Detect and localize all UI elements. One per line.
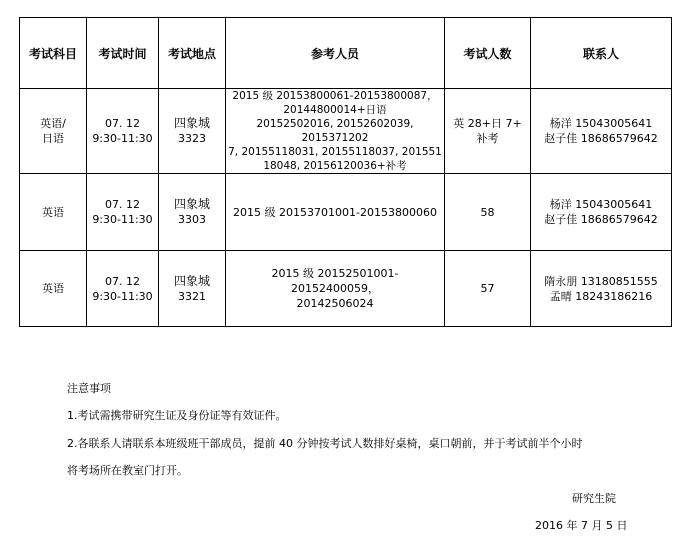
people-line: 2015 级 20153800061-20153800087， <box>232 90 438 102</box>
header-time: 考试时间 <box>87 18 159 89</box>
contact-line: 孟晴 18243186216 <box>549 289 653 303</box>
count-line: 58 <box>480 205 495 219</box>
people-line: 20142506024 <box>296 297 374 310</box>
place-building: 四象城 <box>173 116 210 130</box>
cell-subject <box>20 174 87 251</box>
time-date: 07. 12 <box>105 198 140 211</box>
cell-time <box>87 89 159 174</box>
cell-time <box>87 251 159 327</box>
contact-line: 杨洋 15043005641 <box>549 198 653 211</box>
place-building: 四象城 <box>173 273 210 288</box>
header-people: 参考人员 <box>226 18 445 89</box>
people-line: 2015 级 20152501001-20152400059， <box>271 267 399 295</box>
cell-subject <box>20 251 87 327</box>
table-row <box>20 89 672 174</box>
header-place: 考试地点 <box>159 18 226 89</box>
cell-place <box>159 89 226 174</box>
time-date: 07. 12 <box>105 274 140 288</box>
subject-line: 英语/ <box>40 117 66 130</box>
cell-place <box>159 174 226 251</box>
people-line: 18048, 20156120036+补考 <box>263 160 407 172</box>
table-header-row <box>20 18 672 89</box>
cell-contacts <box>531 89 672 174</box>
cell-contacts <box>531 174 672 251</box>
place-room: 3303 <box>178 213 206 226</box>
cell-people <box>226 251 445 327</box>
people-line: 20144800014+日语 <box>283 104 387 116</box>
place-room: 3321 <box>178 289 206 303</box>
note-item-1: 1.考试需携带研究生证及身份证等有效证件。 <box>67 409 287 422</box>
cell-count <box>445 251 531 327</box>
note-item-2: 2.各联系人请联系本班级班干部成员，提前 40 分钟按考试人数排好桌椅，桌口朝前，并于考试前半个小时 <box>67 437 583 450</box>
place-room: 3323 <box>178 132 206 145</box>
subject-line: 英语 <box>42 282 64 295</box>
time-range: 9:30-11:30 <box>92 132 153 145</box>
cell-people <box>226 89 445 174</box>
table-row <box>20 174 672 251</box>
cell-people <box>226 174 445 251</box>
subject-line: 日语 <box>42 132 64 145</box>
subject-line: 英语 <box>42 205 64 219</box>
count-line: 英 28+日 7+ <box>453 117 522 130</box>
cell-contacts <box>531 251 672 327</box>
exam-schedule-table <box>19 17 672 327</box>
count-line: 57 <box>480 282 495 295</box>
contact-line: 隋永朋 13180851555 <box>544 274 658 288</box>
time-range: 9:30-11:30 <box>92 213 153 226</box>
contact-line: 赵子佳 18686579642 <box>544 213 658 226</box>
time-date: 07. 12 <box>105 117 140 130</box>
people-line: 20152502016, 20152602039, 2015371202 <box>256 118 414 144</box>
signature-org: 研究生院 <box>572 492 616 505</box>
place-building: 四象城 <box>173 197 210 211</box>
header-subject: 考试科目 <box>20 18 87 89</box>
signature-date: 2016 年 7 月 5 日 <box>535 519 628 532</box>
header-contact: 联系人 <box>531 18 672 89</box>
header-count: 考试人数 <box>445 18 531 89</box>
table-row <box>20 251 672 327</box>
contact-line: 赵子佳 18686579642 <box>544 132 658 145</box>
time-range: 9:30-11:30 <box>92 289 153 303</box>
cell-place <box>159 251 226 327</box>
cell-count <box>445 89 531 174</box>
people-line: 2015 级 20153701001-20153800060 <box>233 205 437 219</box>
cell-time <box>87 174 159 251</box>
contact-line: 杨洋 15043005641 <box>549 117 653 130</box>
count-line: 补考 <box>476 132 499 145</box>
notes-title: 注意事项 <box>67 382 111 395</box>
cell-subject <box>20 89 87 174</box>
people-line: 7, 20155118031, 20155118037, 201551 <box>228 146 442 158</box>
note-item-2-continued: 将考场所在教室门打开。 <box>67 464 188 477</box>
cell-count <box>445 174 531 251</box>
